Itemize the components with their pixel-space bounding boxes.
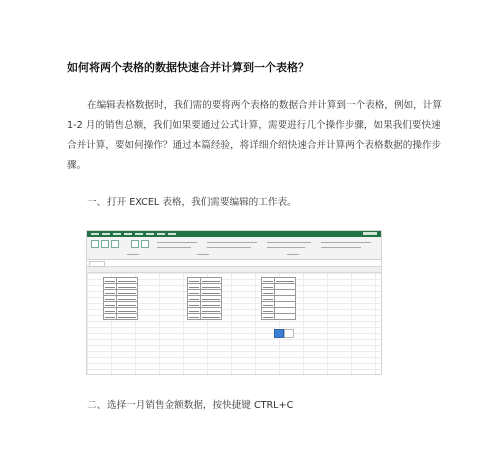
- ribbon-group-label: [127, 254, 139, 255]
- ribbon-line: [267, 247, 305, 248]
- paste-icon: [91, 240, 99, 248]
- chart-icon: [141, 240, 149, 248]
- intro-paragraph: [67, 96, 443, 176]
- step-two-text: 选择一月销售金额数据，按快捷键 CTRL+C: [107, 400, 294, 411]
- sum-icon: [101, 240, 109, 248]
- table-row: [188, 314, 222, 320]
- ribbon-line: [207, 247, 251, 248]
- step-one-text: 打开 EXCEL 表格，我们需要编辑的工作表。: [107, 197, 297, 208]
- function-icon: [111, 240, 119, 248]
- paste-options-icon: [274, 329, 284, 338]
- ribbon-line: [267, 242, 311, 243]
- quick-analysis-icon: [284, 329, 294, 338]
- article-title: 如何将两个表格的数据快速合并计算到一个表格？: [67, 61, 309, 74]
- step-two-number: 二、: [87, 400, 107, 411]
- table-row: [104, 314, 138, 320]
- ribbon-group-label: [287, 254, 299, 255]
- ribbon-line: [157, 247, 191, 248]
- ribbon-line: [207, 242, 257, 243]
- ribbon-group-label: [197, 254, 209, 255]
- name-box: [89, 261, 105, 267]
- excel-screenshot: [86, 230, 382, 375]
- format-icon: [131, 240, 139, 248]
- table-summary: [261, 277, 296, 320]
- intro-text: 在编辑表格数据时，我们需的要将两个表格的数据合并计算到一个表格，例如，计算1-2 月的销售总额，我们如果要通过公式计算，需要进行几个操作步骤，如果我们要快速合并计算，要如何操作？通过本篇经验，将详细介绍快速合并计算两个表格数据的操作步骤。: [67, 100, 442, 171]
- step-two: [67, 397, 293, 411]
- excel-signin: [363, 232, 377, 235]
- table-january: [103, 277, 138, 320]
- step-one-number: 一、: [87, 197, 107, 208]
- ribbon-line: [321, 242, 371, 243]
- ribbon-line: [321, 247, 361, 248]
- step-one: [67, 194, 297, 208]
- table-february: [187, 277, 222, 320]
- table-row: [262, 314, 296, 320]
- excel-ribbon: [87, 237, 381, 260]
- formula-bar: [87, 260, 381, 267]
- ribbon-line: [157, 242, 197, 243]
